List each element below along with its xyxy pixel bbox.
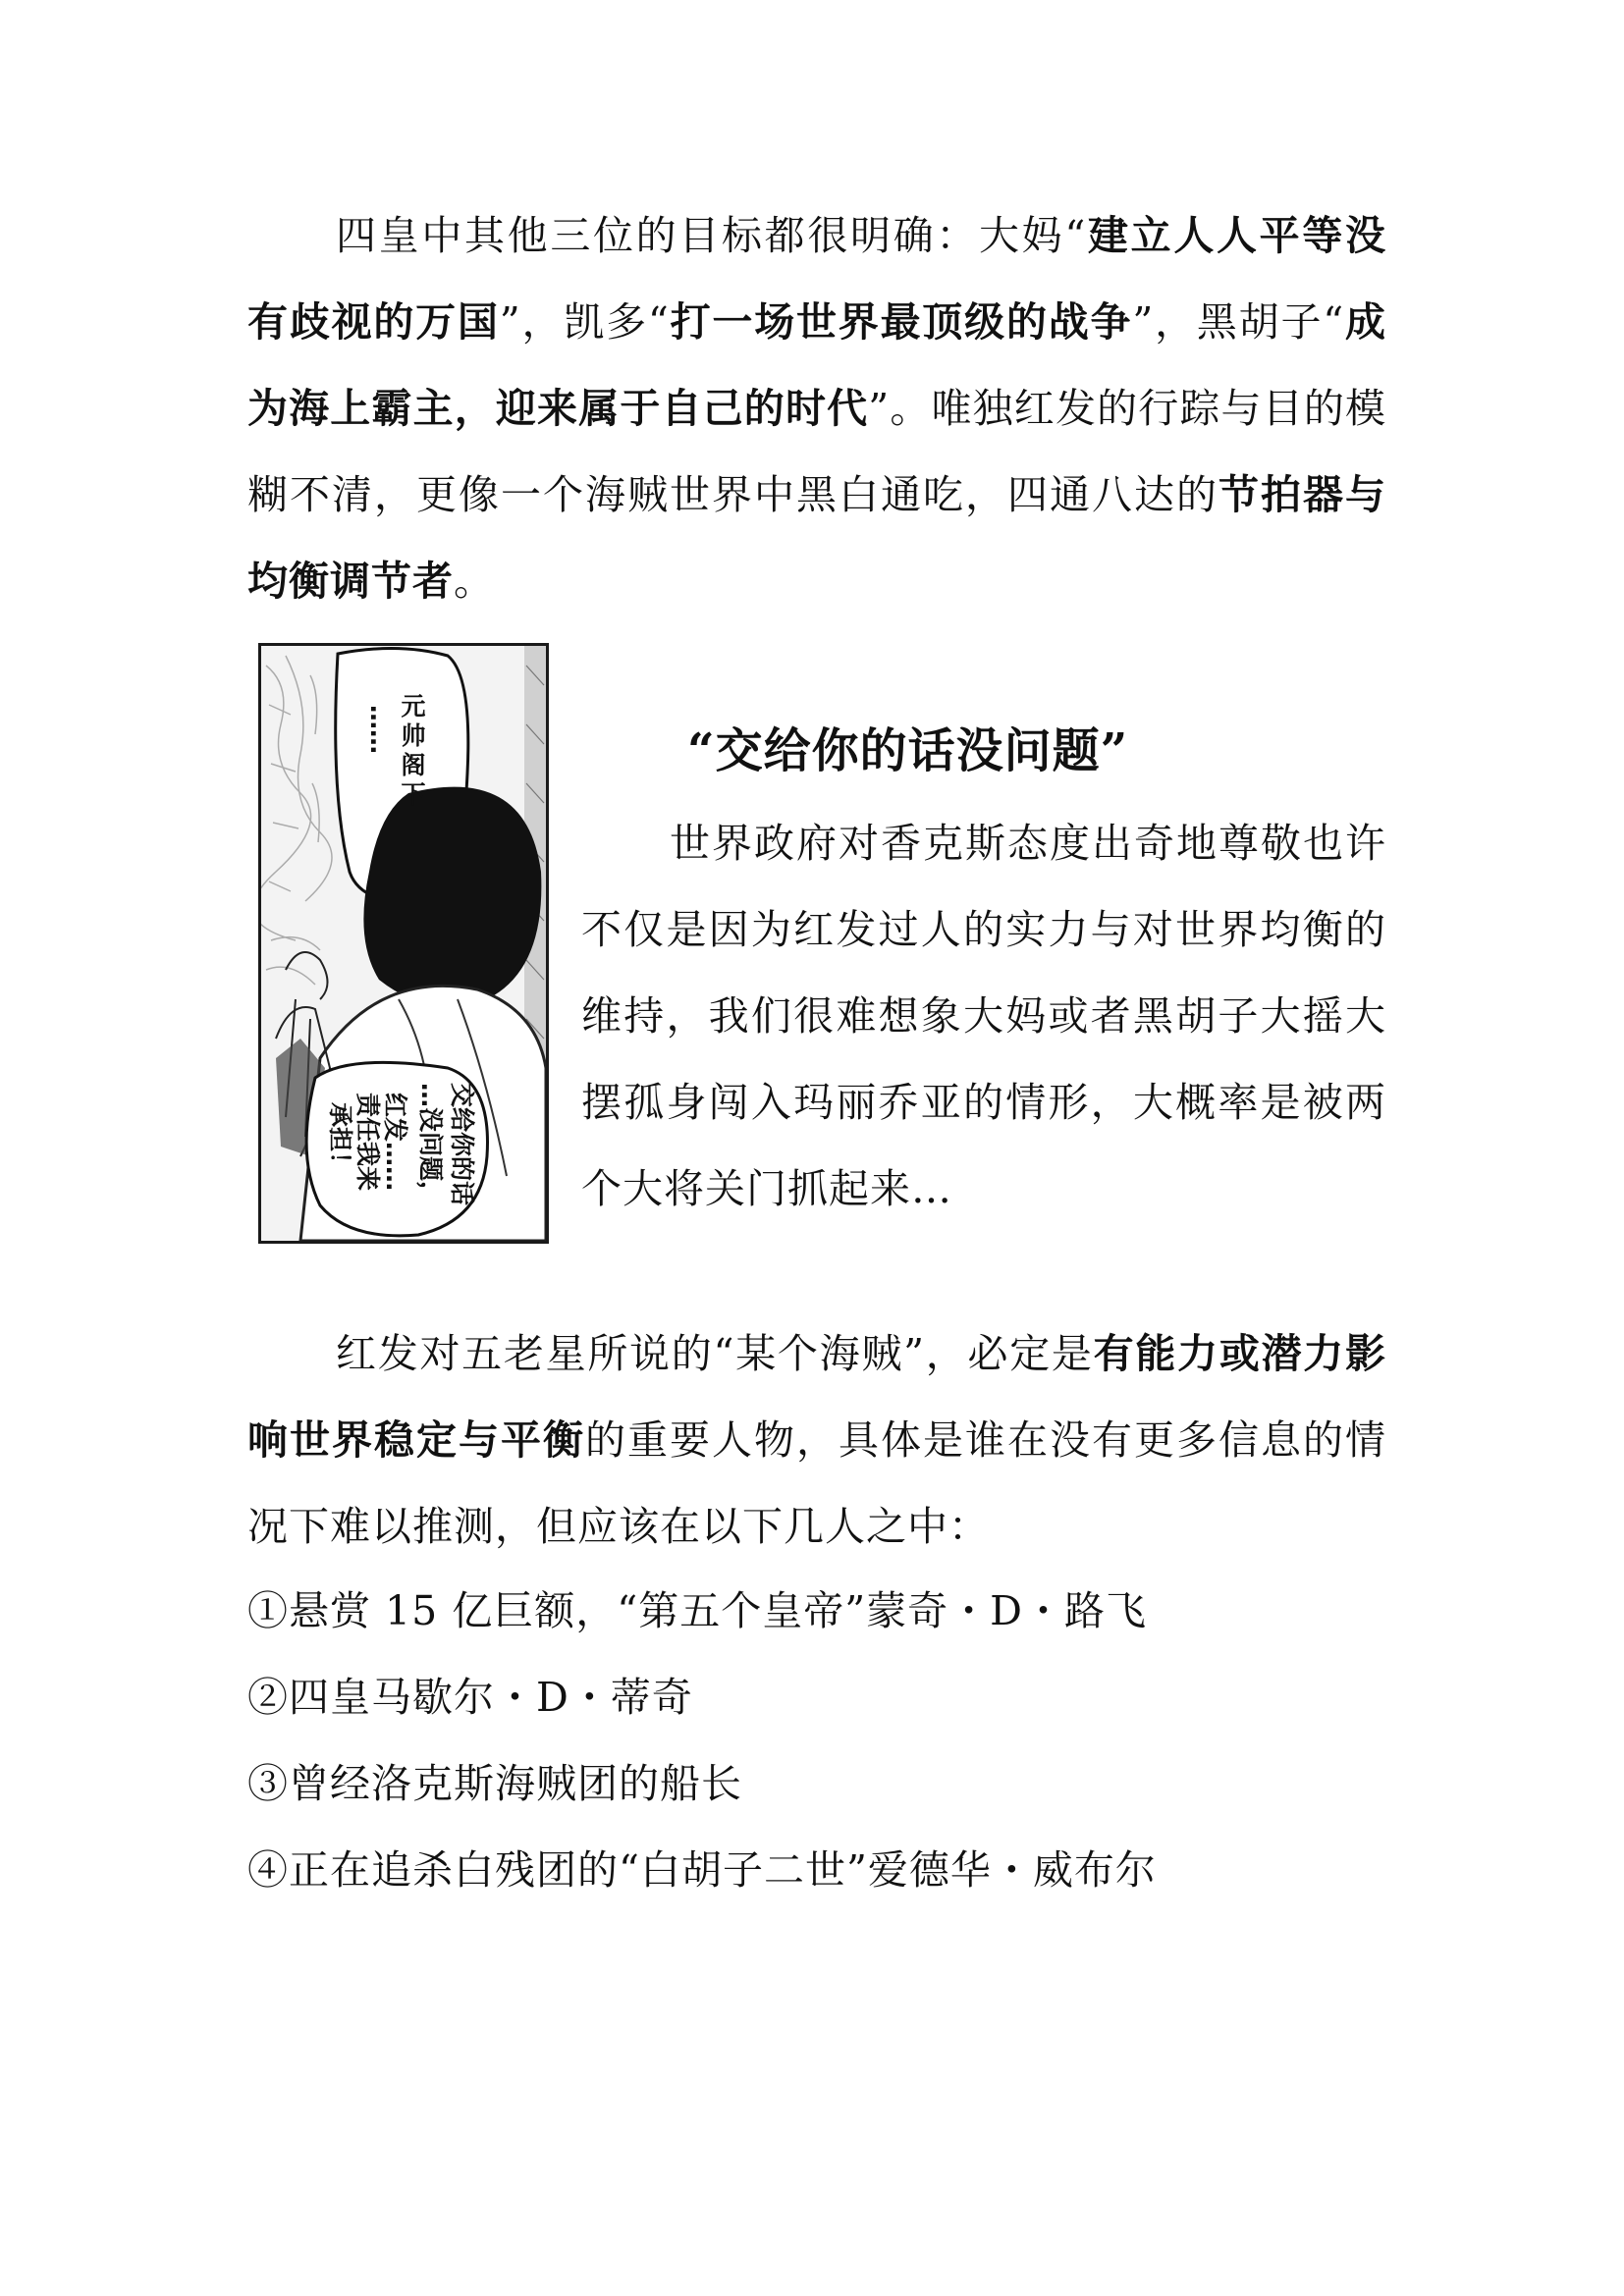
bubble-top-char-3: 阁	[401, 751, 426, 779]
bubble-bottom-col-3: 红发……	[381, 1093, 409, 1192]
bubble-top-char-4: 下	[401, 780, 426, 809]
bubble-top-char-2: 帅	[401, 721, 426, 750]
pirate-text-2: 的重要人物，具体是谁在没有更多信息的情况下难以推测，但应该在以下几人之中：	[247, 1416, 1386, 1550]
intro-text-5: 。	[454, 558, 495, 605]
intro-paragraph	[247, 192, 1386, 624]
list-item: ①悬赏 15 亿巨额，“第五个皇帝”蒙奇・D・路飞	[247, 1587, 1148, 1634]
intro-text-1: 四皇中其他三位的目标都很明确：大妈“	[336, 212, 1087, 259]
list-item: ②四皇马歇尔・D・蒂奇	[247, 1674, 693, 1721]
section-body: 世界政府对香克斯态度出奇地尊敬也许不仅是因为红发过人的实力与对世界均衡的维持，我们很难想象大妈或者黑胡子大摇大摆孤身闯入玛丽乔亚的情形，大概率是被两个大将关门抓起来…	[581, 820, 1386, 1212]
bubble-bottom-col-4: 责任我来	[353, 1093, 382, 1192]
intro-bold-3: 成为海上霸主，迎来属于自己的时代	[247, 298, 1387, 432]
list-item: ④正在追杀白残团的“白胡子二世”爱德华・威布尔	[247, 1846, 1157, 1894]
intro-text-4: ”。唯独红发的行踪与目的模糊不清，更像一个海贼世界中黑白通吃，四通八达的	[247, 385, 1387, 518]
pirate-bold-1: 有能力或潜力影响世界稳定与平衡	[247, 1330, 1387, 1464]
intro-bold-1: 建立人人平等没有歧视的万国	[247, 212, 1387, 346]
intro-text-2: ”，凯多“	[499, 298, 670, 346]
bubble-bottom-col-2: …没问题，	[416, 1083, 445, 1206]
candidate-list	[247, 1568, 1157, 1913]
intro-text-3: ”，黑胡子“	[1132, 298, 1345, 346]
bubble-top-ellipsis: ……	[365, 705, 394, 754]
bubble-bottom-col-5: 承担！	[326, 1102, 354, 1177]
manga-panel-image	[258, 643, 549, 1244]
pirate-text-1: 红发对五老星所说的“某个海贼”，必定是	[336, 1330, 1094, 1377]
intro-bold-4: 节拍器与均衡调节者	[247, 471, 1386, 605]
intro-bold-2: 打一场世界最顶级的战争	[669, 298, 1133, 346]
bubble-bottom-col-1: 交给你的话	[448, 1083, 476, 1206]
pirate-paragraph	[247, 1310, 1386, 1570]
section-title: “交给你的话没问题”	[687, 723, 1129, 778]
list-item: ③曾经洛克斯海贼团的船长	[247, 1760, 742, 1807]
bubble-top-char-1: 元	[401, 692, 426, 721]
